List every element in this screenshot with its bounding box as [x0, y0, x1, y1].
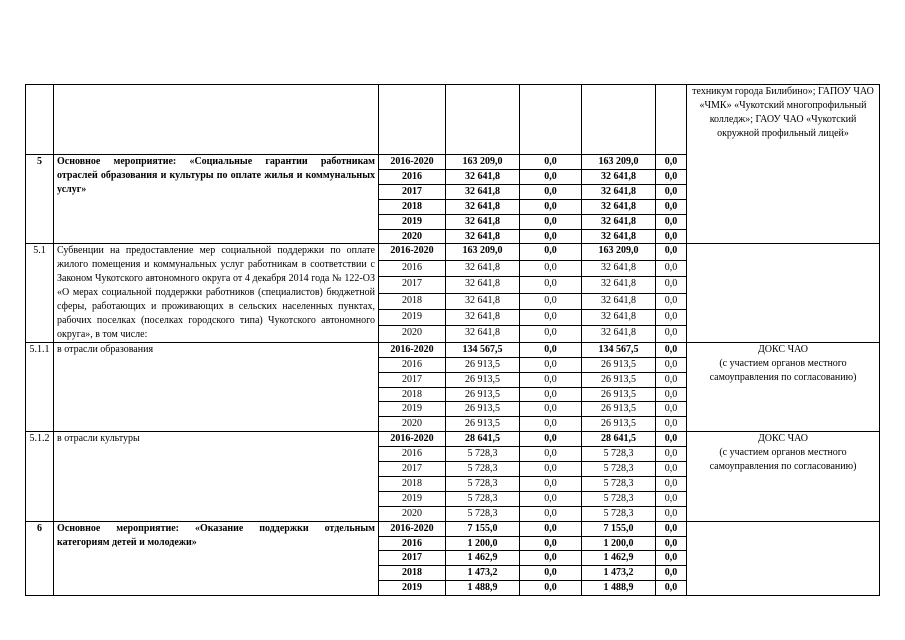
total-cell: 32 641,8	[446, 184, 520, 199]
table-body	[26, 85, 880, 596]
other-cell: 0,0	[656, 293, 687, 309]
federal-cell: 0,0	[520, 260, 582, 276]
regional-cell: 32 641,8	[582, 214, 656, 229]
total-cell: 5 728,3	[446, 462, 520, 477]
other-cell: 0,0	[656, 260, 687, 276]
federal-cell: 0,0	[520, 506, 582, 521]
other-cell: 0,0	[656, 357, 687, 372]
period-cell: 2019	[379, 581, 446, 596]
period-cell: 2018	[379, 293, 446, 309]
row-number	[26, 85, 54, 155]
federal-cell: 0,0	[520, 277, 582, 293]
total-cell: 134 567,5	[446, 342, 520, 357]
total-cell: 5 728,3	[446, 491, 520, 506]
total-cell: 26 913,5	[446, 402, 520, 417]
federal-cell: 0,0	[520, 417, 582, 432]
row-number: 5	[26, 155, 54, 244]
total-cell: 7 155,0	[446, 521, 520, 536]
federal-cell: 0,0	[520, 551, 582, 566]
regional-cell: 26 913,5	[582, 417, 656, 432]
federal-cell: 0,0	[520, 342, 582, 357]
federal-cell: 0,0	[520, 447, 582, 462]
period-cell: 2018	[379, 476, 446, 491]
period-cell	[379, 85, 446, 155]
other-cell: 0,0	[656, 536, 687, 551]
table-row	[26, 521, 880, 536]
other-cell: 0,0	[656, 447, 687, 462]
regional-cell: 32 641,8	[582, 310, 656, 326]
federal-cell: 0,0	[520, 432, 582, 447]
federal-cell: 0,0	[520, 199, 582, 214]
activity-description: Основное мероприятие: «Социальные гарантии работникам отраслей образования и культуры по оплате жилья и коммунальных услуг»	[54, 155, 379, 244]
other-cell: 0,0	[656, 229, 687, 244]
period-cell: 2019	[379, 491, 446, 506]
regional-cell: 1 200,0	[582, 536, 656, 551]
table-row-continued	[26, 85, 880, 155]
total-cell: 1 473,2	[446, 566, 520, 581]
federal-cell: 0,0	[520, 310, 582, 326]
other-cell: 0,0	[656, 402, 687, 417]
regional-cell: 26 913,5	[582, 357, 656, 372]
regional-cell: 5 728,3	[582, 462, 656, 477]
period-cell: 2020	[379, 417, 446, 432]
period-cell: 2019	[379, 402, 446, 417]
executor-cell: ДОКС ЧАО (с участием органов местного самоуправления по согласованию)	[687, 342, 880, 431]
other-cell: 0,0	[656, 199, 687, 214]
regional-cell: 1 473,2	[582, 566, 656, 581]
activity-description: Субвенции на предоставление мер социальной поддержки по оплате жилого помещения и коммунальных услуг работникам в соответствии с Законом Чукотского автономного округа от 4 декабря 2014 года № 122-ОЗ «О мерах социальной поддержки работников (специалистов) бюджетной сферы, работающих и проживающих в сельских населенных пунктах, рабочих поселках (поселках городского типа) Чукотского автономного округа», в том числе:	[54, 244, 379, 342]
total-cell: 32 641,8	[446, 199, 520, 214]
activity-description	[54, 85, 379, 155]
regional-cell: 26 913,5	[582, 372, 656, 387]
period-cell: 2016-2020	[379, 521, 446, 536]
period-cell: 2016	[379, 260, 446, 276]
period-cell: 2016	[379, 447, 446, 462]
regional-cell: 32 641,8	[582, 169, 656, 184]
period-cell: 2020	[379, 506, 446, 521]
other-cell: 0,0	[656, 155, 687, 170]
executor-cell	[687, 244, 880, 342]
federal-cell: 0,0	[520, 536, 582, 551]
regional-cell: 32 641,8	[582, 277, 656, 293]
federal-cell: 0,0	[520, 521, 582, 536]
regional-cell: 32 641,8	[582, 326, 656, 342]
regional-cell: 26 913,5	[582, 402, 656, 417]
other-cell: 0,0	[656, 387, 687, 402]
regional-cell: 32 641,8	[582, 184, 656, 199]
total-cell: 26 913,5	[446, 417, 520, 432]
regional-cell: 5 728,3	[582, 447, 656, 462]
period-cell: 2017	[379, 184, 446, 199]
table-row	[26, 342, 880, 357]
federal-cell: 0,0	[520, 169, 582, 184]
period-cell: 2018	[379, 387, 446, 402]
other-cell: 0,0	[656, 432, 687, 447]
federal-cell: 0,0	[520, 491, 582, 506]
total-cell: 1 488,9	[446, 581, 520, 596]
total-cell: 1 462,9	[446, 551, 520, 566]
other-cell: 0,0	[656, 277, 687, 293]
federal-cell: 0,0	[520, 214, 582, 229]
other-cell: 0,0	[656, 521, 687, 536]
period-cell: 2017	[379, 551, 446, 566]
federal-cell: 0,0	[520, 372, 582, 387]
total-cell: 32 641,8	[446, 293, 520, 309]
total-cell: 5 728,3	[446, 506, 520, 521]
regional-cell: 134 567,5	[582, 342, 656, 357]
period-cell: 2016	[379, 357, 446, 372]
other-cell: 0,0	[656, 581, 687, 596]
other-cell: 0,0	[656, 310, 687, 326]
other-cell: 0,0	[656, 566, 687, 581]
row-number: 5.1	[26, 244, 54, 342]
activity-description: в отрасли культуры	[54, 432, 379, 521]
regional-cell: 5 728,3	[582, 491, 656, 506]
total-cell: 26 913,5	[446, 387, 520, 402]
period-cell: 2016	[379, 536, 446, 551]
federal-cell: 0,0	[520, 357, 582, 372]
other-cell: 0,0	[656, 244, 687, 260]
total-cell: 32 641,8	[446, 260, 520, 276]
total-cell: 28 641,5	[446, 432, 520, 447]
other-cell: 0,0	[656, 169, 687, 184]
total-cell: 5 728,3	[446, 447, 520, 462]
federal-budget-cell	[520, 85, 582, 155]
period-cell: 2019	[379, 310, 446, 326]
total-cell: 26 913,5	[446, 357, 520, 372]
period-cell: 2017	[379, 462, 446, 477]
other-cell: 0,0	[656, 342, 687, 357]
regional-cell: 5 728,3	[582, 476, 656, 491]
period-cell: 2016	[379, 169, 446, 184]
period-cell: 2016-2020	[379, 432, 446, 447]
period-cell: 2020	[379, 326, 446, 342]
federal-cell: 0,0	[520, 229, 582, 244]
federal-cell: 0,0	[520, 462, 582, 477]
period-cell: 2018	[379, 566, 446, 581]
regional-cell: 7 155,0	[582, 521, 656, 536]
federal-cell: 0,0	[520, 244, 582, 260]
regional-cell: 32 641,8	[582, 229, 656, 244]
period-cell: 2020	[379, 229, 446, 244]
row-number: 6	[26, 521, 54, 596]
regional-cell: 5 728,3	[582, 506, 656, 521]
executor-cell: ДОКС ЧАО (с участием органов местного самоуправления по согласованию)	[687, 432, 880, 521]
total-cell: 32 641,8	[446, 169, 520, 184]
period-cell: 2017	[379, 372, 446, 387]
federal-cell: 0,0	[520, 402, 582, 417]
total-cell: 163 209,0	[446, 155, 520, 170]
federal-cell: 0,0	[520, 476, 582, 491]
other-cell: 0,0	[656, 476, 687, 491]
total-cell: 32 641,8	[446, 214, 520, 229]
other-cell: 0,0	[656, 551, 687, 566]
regional-cell: 163 209,0	[582, 155, 656, 170]
row-number: 5.1.2	[26, 432, 54, 521]
total-cell: 32 641,8	[446, 326, 520, 342]
executor-cell: техникум города Билибино»; ГАПОУ ЧАО «ЧМК» «Чукотский многопрофильный колледж»; ГАОУ ЧАО «Чукотский окружной профильный лицей»	[687, 85, 880, 244]
other-cell: 0,0	[656, 372, 687, 387]
total-cell: 26 913,5	[446, 372, 520, 387]
period-cell: 2017	[379, 277, 446, 293]
total-cell: 163 209,0	[446, 244, 520, 260]
regional-cell: 32 641,8	[582, 199, 656, 214]
total-cell: 32 641,8	[446, 310, 520, 326]
other-cell: 0,0	[656, 184, 687, 199]
other-sources-cell	[656, 85, 687, 155]
regional-cell: 32 641,8	[582, 260, 656, 276]
federal-cell: 0,0	[520, 581, 582, 596]
program-finance-table	[25, 84, 880, 596]
regional-cell: 32 641,8	[582, 293, 656, 309]
federal-cell: 0,0	[520, 155, 582, 170]
total-cell: 1 200,0	[446, 536, 520, 551]
total-cell: 5 728,3	[446, 476, 520, 491]
other-cell: 0,0	[656, 491, 687, 506]
total-cell	[446, 85, 520, 155]
regional-budget-cell	[582, 85, 656, 155]
other-cell: 0,0	[656, 214, 687, 229]
activity-description: в отрасли образования	[54, 342, 379, 431]
other-cell: 0,0	[656, 326, 687, 342]
regional-cell: 26 913,5	[582, 387, 656, 402]
other-cell: 0,0	[656, 506, 687, 521]
federal-cell: 0,0	[520, 566, 582, 581]
table-row	[26, 432, 880, 447]
period-cell: 2016-2020	[379, 244, 446, 260]
federal-cell: 0,0	[520, 293, 582, 309]
federal-cell: 0,0	[520, 387, 582, 402]
regional-cell: 1 488,9	[582, 581, 656, 596]
regional-cell: 1 462,9	[582, 551, 656, 566]
period-cell: 2018	[379, 199, 446, 214]
other-cell: 0,0	[656, 417, 687, 432]
table-row	[26, 244, 880, 260]
row-number: 5.1.1	[26, 342, 54, 431]
regional-cell: 163 209,0	[582, 244, 656, 260]
activity-description: Основное мероприятие: «Оказание поддержки отдельным категориям детей и молодежи»	[54, 521, 379, 596]
federal-cell: 0,0	[520, 184, 582, 199]
other-cell: 0,0	[656, 462, 687, 477]
regional-cell: 28 641,5	[582, 432, 656, 447]
period-cell: 2016-2020	[379, 342, 446, 357]
executor-cell	[687, 521, 880, 596]
federal-cell: 0,0	[520, 326, 582, 342]
total-cell: 32 641,8	[446, 277, 520, 293]
period-cell: 2019	[379, 214, 446, 229]
period-cell: 2016-2020	[379, 155, 446, 170]
total-cell: 32 641,8	[446, 229, 520, 244]
